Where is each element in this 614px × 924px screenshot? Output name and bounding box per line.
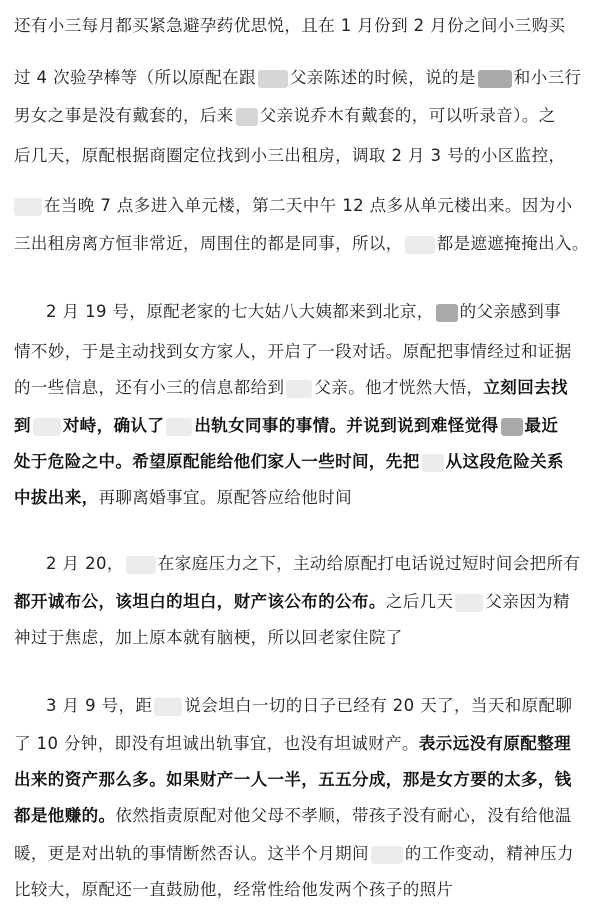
redaction-blur (436, 304, 458, 322)
text-segment-bold: 立刻回去找 (483, 378, 568, 397)
text-segment: 在当晚 7 点多进入单元楼，第二天中午 12 点多从单元楼出来。因为小 (44, 196, 573, 215)
text-segment: 暖，更是对出轨的事情断然否认。这半个月期间 (14, 844, 369, 863)
text-line (14, 482, 604, 514)
text-segment: 后几天，原配根据商圈定位找到小三出租房，调取 2 月 3 号的小区监控， (14, 146, 566, 165)
redaction-blur (166, 418, 192, 436)
text-segment-bold: 中拔出来， (14, 488, 99, 507)
text-segment: 2 月 20， (46, 554, 124, 573)
text-line (14, 372, 604, 404)
text-segment: 的一些信息，还有小三的信息都给到 (14, 378, 285, 397)
text-segment: 父亲因为精 (485, 592, 570, 611)
text-line (14, 800, 604, 832)
text-segment: 三出租房离方恒非常近，周围住的都是同事，所以， (14, 234, 403, 253)
redaction-blur (455, 594, 483, 612)
text-segment: 依然指责原配对他父母不孝顺，带孩子没有耐心，没有给他温 (115, 806, 572, 825)
text-line (46, 548, 604, 580)
text-segment: 都是遮遮掩掩出入。 (436, 234, 589, 253)
text-segment: 还有小三每月都买紧急避孕药优思悦，且在 1 月份到 2 月份之间小三购买 (14, 16, 566, 35)
text-segment: 在家庭压力之下，主动给原配打电话说过短时间会把所有 (157, 554, 581, 573)
text-line (14, 764, 604, 796)
text-segment: 的工作变动，精神压力 (404, 844, 574, 863)
text-segment: 之后几天 (385, 592, 454, 611)
text-segment-bold: 表示远没有原配整理 (418, 734, 571, 753)
redaction-blur (258, 70, 288, 88)
redaction-blur (371, 846, 403, 864)
text-line (46, 690, 604, 722)
redaction-blur (14, 198, 42, 216)
redaction-blur (422, 454, 444, 472)
text-segment: 再聊离婚事宜。原配答应给他时间 (98, 488, 352, 507)
text-segment: 处于危险之中。希望原配能给他们家人一些时间，先把 (14, 452, 420, 471)
text-segment: 过 4 次验孕棒等（所以原配在跟 (14, 68, 256, 87)
text-segment: 和小三行 (513, 68, 582, 87)
redaction-blur (405, 236, 435, 254)
text-segment: 的父亲感到事 (459, 302, 562, 321)
text-segment: 3 月 9 号，距 (46, 696, 153, 715)
text-line (14, 10, 604, 42)
text-segment: 2 月 19 号，原配老家的七大姑八大姨都来到北京， (46, 302, 434, 321)
text-segment: 出来的资产那么多。如果财产一人一半，五五分成，那是女方要的太多，钱 (14, 770, 572, 789)
text-segment: 父亲说乔木有戴套的，可以听录音）。之 (259, 106, 556, 125)
text-line (14, 190, 604, 222)
text-segment: 到 (14, 416, 31, 435)
text-segment: 男女之事是没有戴套的，后来 (14, 106, 234, 125)
text-line (46, 296, 604, 328)
text-line (14, 586, 604, 618)
text-segment: 情不妙，于是主动找到女方家人，开启了一段对话。原配把事情经过和证据 (14, 342, 572, 361)
text-segment: 从这段危险关系 (445, 452, 564, 471)
text-segment-bold: 都开诚布公，该坦白的坦白，财产该公布的公布。 (14, 592, 386, 611)
text-segment: 比较大，原配还一直鼓励他，经常性给他发两个孩子的照片 (14, 880, 454, 899)
redaction-blur (286, 380, 312, 398)
text-segment: 最近 (524, 416, 559, 435)
text-line (14, 838, 604, 870)
text-line (14, 336, 604, 368)
text-segment: 出轨女同事的事情。并说到说到难怪觉得 (194, 416, 499, 435)
redaction-blur (154, 698, 182, 716)
redaction-blur (501, 418, 523, 436)
text-line (14, 62, 604, 94)
text-segment: 神过于焦虑，加上原本就有脑梗，所以回老家住院了 (14, 628, 403, 647)
text-line (14, 874, 604, 906)
redaction-blur (126, 556, 156, 574)
text-line (14, 728, 604, 760)
text-line (14, 100, 604, 132)
text-line (14, 622, 604, 654)
redaction-blur (33, 418, 61, 436)
text-segment: 说会坦白一切的日子已经有 20 天了，当天和原配聊 (184, 696, 573, 715)
text-segment: 父亲。他才恍然大悟， (314, 378, 484, 397)
redaction-blur (236, 108, 258, 126)
text-segment: 对峙，确认了 (62, 416, 165, 435)
text-line (14, 410, 604, 442)
redaction-blur (478, 70, 512, 88)
text-segment: 父亲陈述的时候，说的是 (289, 68, 476, 87)
text-line (14, 446, 604, 478)
text-segment-bold: 都是他赚的。 (14, 806, 116, 825)
text-line (14, 140, 604, 172)
text-segment: 了 10 分钟，即没有坦诚出轨事宜，也没有坦诚财产。 (14, 734, 419, 753)
text-line (14, 228, 604, 260)
